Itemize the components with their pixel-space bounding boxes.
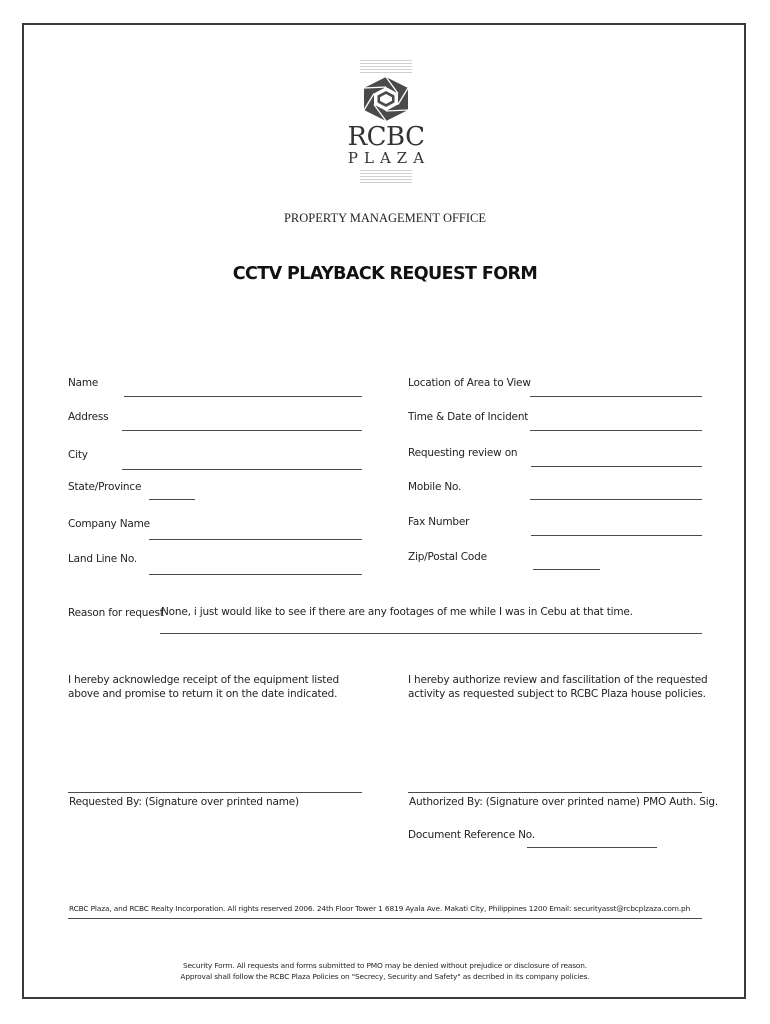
form-title: CCTV PLAYBACK REQUEST FORM	[232, 264, 538, 284]
reason-value[interactable]: None, i just would like to see if there are any footages of me while I was in Cebu at that time.	[161, 606, 633, 618]
mobile-label: Mobile No.	[408, 481, 462, 493]
state-province-field[interactable]	[149, 499, 195, 500]
requesting-review-label: Requesting review on	[408, 447, 518, 459]
address-field[interactable]	[122, 430, 362, 431]
state-province-label: State/Province	[68, 481, 142, 493]
zip-label: Zip/Postal Code	[408, 551, 487, 563]
time-date-field[interactable]	[530, 430, 702, 431]
reason-label: Reason for request	[68, 607, 164, 619]
requested-by-signature-line[interactable]	[68, 792, 362, 793]
land-line-field[interactable]	[149, 574, 362, 575]
zip-field[interactable]	[533, 569, 600, 570]
doc-ref-label: Document Reference No.	[408, 829, 535, 841]
authorized-by-label: Authorized By: (Signature over printed name) PMO Auth. Sig.	[409, 796, 719, 808]
logo-brand-rcbc: RCBC	[347, 122, 425, 152]
city-field[interactable]	[122, 469, 362, 470]
rcbc-plaza-logo	[336, 58, 436, 188]
company-name-label: Company Name	[68, 518, 150, 530]
logo-brand-plaza: PLAZA	[347, 149, 431, 167]
authorized-by-signature-line[interactable]	[408, 792, 702, 793]
security-note-line2: Approval shall follow the RCBC Plaza Policies on "Secrecy, Security and Safety" as decribed in its company policies.	[180, 972, 590, 981]
location-field[interactable]	[530, 396, 702, 397]
authorize-text: I hereby authorize review and fascilitation of the requested activity as requested subject to RCBC Plaza house policies.	[408, 674, 708, 700]
address-label: Address	[68, 411, 109, 423]
fax-field[interactable]	[531, 535, 702, 536]
company-name-field[interactable]	[149, 539, 362, 540]
name-field[interactable]	[124, 396, 362, 397]
city-label: City	[68, 449, 88, 461]
hexagon-aperture-logo-icon	[361, 76, 411, 122]
doc-ref-field[interactable]	[527, 847, 657, 848]
footer-address: RCBC Plaza, and RCBC Realty Incorporation. All rights reserved 2006. 24th Floor Tower 1 6819 Ayala Ave. Makati City, Philippines 1200 Email: securityasst@rcbcplzaza.com.ph	[69, 904, 691, 913]
office-heading: PROPERTY MANAGEMENT OFFICE	[283, 211, 487, 225]
security-note-line1: Security Form. All requests and forms submitted to PMO may be denied without prejudice or disclosure of reason.	[182, 961, 588, 970]
footer-divider	[68, 918, 702, 919]
logo-hatch-top	[360, 60, 412, 74]
name-label: Name	[68, 377, 99, 389]
requesting-review-field[interactable]	[531, 466, 702, 467]
location-label: Location of Area to View	[408, 377, 531, 389]
logo-hatch-bottom	[360, 170, 412, 184]
reason-field-line[interactable]	[160, 633, 702, 634]
land-line-label: Land Line No.	[68, 553, 137, 565]
requested-by-label: Requested By: (Signature over printed name)	[69, 796, 299, 808]
mobile-field[interactable]	[530, 499, 702, 500]
fax-label: Fax Number	[408, 516, 470, 528]
time-date-label: Time & Date of Incident	[408, 411, 529, 423]
acknowledge-text: I hereby acknowledge receipt of the equipment listed above and promise to return it on the date indicated.	[68, 674, 339, 700]
